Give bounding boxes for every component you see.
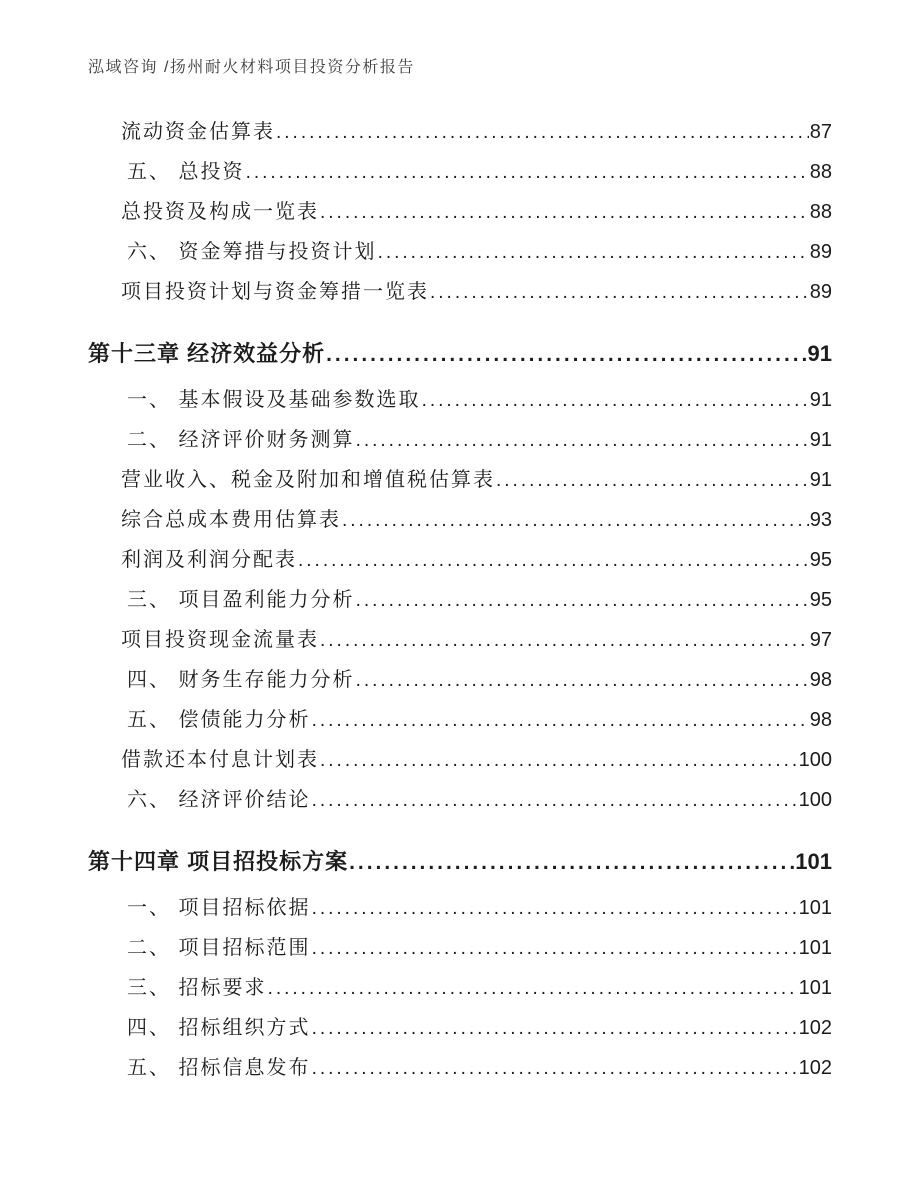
toc-entry-label: 六、 经济评价结论 [127, 789, 311, 811]
toc-page-number: 101 [798, 977, 832, 999]
toc-leader-dots [320, 192, 809, 233]
toc-entry-label: 一、 项目招标依据 [127, 897, 311, 919]
toc-entry[interactable] [127, 660, 832, 700]
toc-leader-dots [422, 380, 809, 421]
toc-entry-label: 五、 总投资 [127, 161, 245, 183]
toc-page-number: 89 [809, 281, 832, 303]
toc-leader-dots [349, 839, 794, 886]
toc-entry[interactable] [121, 740, 832, 780]
toc-entry-label: 一、 基本假设及基础参数选取 [127, 389, 421, 411]
toc-page-number: 102 [798, 1057, 832, 1079]
toc-entry-label: 五、 偿债能力分析 [127, 709, 311, 731]
toc-page-number: 95 [809, 589, 832, 611]
header-title: 泓域咨询 /扬州耐火材料项目投资分析报告 [88, 59, 415, 76]
toc-entry-label: 四、 招标组织方式 [127, 1017, 311, 1039]
table-of-contents [0, 112, 920, 1088]
toc-leader-dots [312, 928, 798, 969]
toc-entry-label: 综合总成本费用估算表 [121, 509, 341, 531]
toc-leader-dots [312, 1048, 798, 1089]
toc-leader-dots [496, 460, 809, 501]
toc-page-number: 101 [798, 937, 832, 959]
toc-page-number: 101 [798, 897, 832, 919]
toc-entry[interactable] [121, 460, 832, 500]
document-header [88, 54, 415, 77]
toc-entry[interactable] [127, 232, 832, 272]
toc-leader-dots [312, 1008, 798, 1049]
toc-page-number: 87 [809, 121, 832, 143]
toc-entry[interactable] [121, 192, 832, 232]
toc-page-number: 98 [809, 709, 832, 731]
toc-entry-label: 六、 资金筹措与投资计划 [127, 241, 377, 263]
toc-entry-label: 五、 招标信息发布 [127, 1057, 311, 1079]
toc-page-number: 97 [809, 629, 832, 651]
toc-page-number: 88 [809, 201, 832, 223]
toc-leader-dots [298, 540, 809, 581]
toc-entry-label: 流动资金估算表 [121, 121, 275, 143]
toc-entry-label: 营业收入、税金及附加和增值税估算表 [121, 469, 495, 491]
toc-leader-dots [312, 700, 809, 741]
toc-page-number: 98 [809, 669, 832, 691]
toc-page-number: 91 [809, 389, 832, 411]
toc-entry[interactable] [127, 780, 832, 820]
toc-leader-dots [356, 660, 809, 701]
toc-page-number: 95 [809, 549, 832, 571]
toc-entry[interactable] [127, 1048, 832, 1088]
toc-page-number: 101 [795, 849, 832, 874]
toc-entry-label: 项目投资现金流量表 [121, 629, 319, 651]
toc-entry[interactable] [127, 1008, 832, 1048]
toc-page-number: 93 [809, 509, 832, 531]
toc-leader-dots [356, 580, 809, 621]
toc-leader-dots [342, 500, 809, 541]
toc-entry[interactable] [88, 331, 832, 377]
toc-entry-label: 三、 项目盈利能力分析 [127, 589, 355, 611]
toc-page-number: 102 [798, 1017, 832, 1039]
toc-entry[interactable] [127, 580, 832, 620]
toc-page-number: 100 [798, 789, 832, 811]
toc-leader-dots [326, 331, 806, 378]
toc-leader-dots [378, 232, 809, 273]
toc-entry-label: 三、 招标要求 [127, 977, 267, 999]
toc-page-number: 91 [807, 341, 832, 366]
toc-page-number: 100 [798, 749, 832, 771]
toc-leader-dots [320, 740, 798, 781]
toc-entry[interactable] [121, 272, 832, 312]
toc-entry[interactable] [127, 420, 832, 460]
toc-leader-dots [276, 112, 809, 153]
toc-entry[interactable] [121, 620, 832, 660]
toc-leader-dots [430, 272, 809, 313]
toc-entry[interactable] [127, 380, 832, 420]
toc-entry-label: 借款还本付息计划表 [121, 749, 319, 771]
toc-page-number: 91 [809, 469, 832, 491]
toc-leader-dots [312, 780, 798, 821]
toc-entry-label: 利润及利润分配表 [121, 549, 297, 571]
toc-entry[interactable] [121, 500, 832, 540]
toc-entry-label: 二、 项目招标范围 [127, 937, 311, 959]
toc-leader-dots [268, 968, 798, 1009]
toc-entry[interactable] [127, 888, 832, 928]
toc-entry[interactable] [127, 928, 832, 968]
toc-page-number: 91 [809, 429, 832, 451]
toc-entry[interactable] [127, 152, 832, 192]
toc-leader-dots [356, 420, 809, 461]
toc-leader-dots [320, 620, 809, 661]
toc-entry[interactable] [127, 700, 832, 740]
toc-leader-dots [312, 888, 798, 929]
toc-page-number: 88 [809, 161, 832, 183]
toc-entry[interactable] [121, 540, 832, 580]
toc-entry[interactable] [127, 968, 832, 1008]
toc-entry-label: 总投资及构成一览表 [121, 201, 319, 223]
toc-entry[interactable] [88, 839, 832, 885]
toc-entry-label: 项目投资计划与资金筹措一览表 [121, 281, 429, 303]
toc-entry-label: 第十三章 经济效益分析 [88, 341, 326, 366]
toc-entry-label: 四、 财务生存能力分析 [127, 669, 355, 691]
toc-page-number: 89 [809, 241, 832, 263]
toc-leader-dots [246, 152, 809, 193]
toc-entry-label: 第十四章 项目招投标方案 [88, 849, 349, 874]
toc-entry[interactable] [121, 112, 832, 152]
toc-entry-label: 二、 经济评价财务测算 [127, 429, 355, 451]
